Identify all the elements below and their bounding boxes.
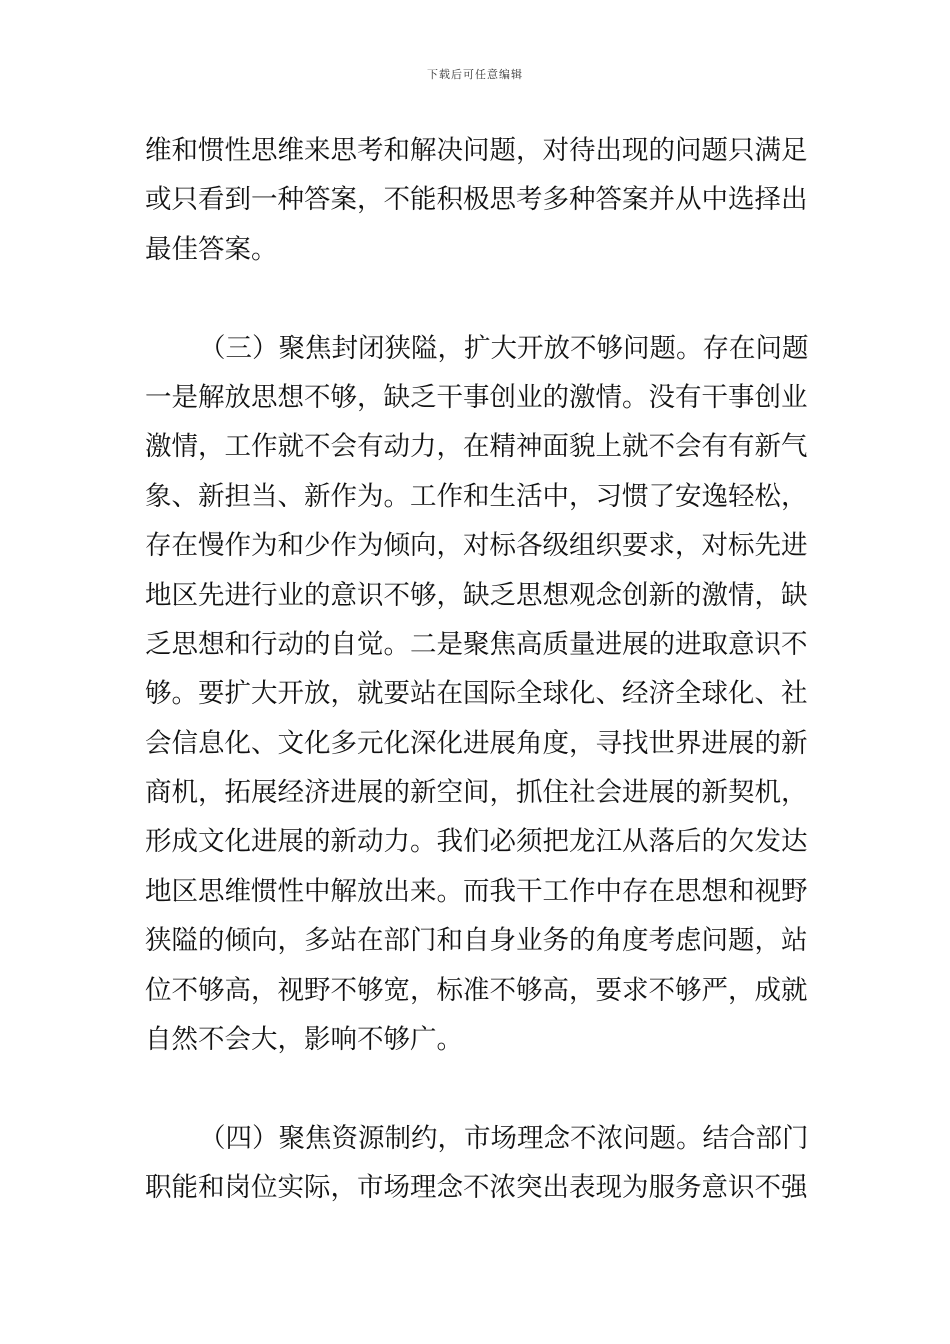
text-line: 够。要扩大开放，就要站在国际全球化、经济全球化、社 <box>145 678 808 710</box>
text-line: 职能和岗位实际，市场理念不浓突出表现为服务意识不强 <box>145 1172 808 1204</box>
text-line: 地区先进行业的意识不够，缺乏思想观念创新的激情，缺 <box>145 579 808 611</box>
paragraph-gap <box>145 1064 810 1113</box>
text-line: 维和惯性思维来思考和解决问题，对待出现的问题只满足 <box>145 135 808 166</box>
text-line: 一是解放思想不够，缺乏干事创业的激情。没有干事创业 <box>145 381 808 413</box>
text-line: 激情，工作就不会有动力，在精神面貌上就不会有有新气 <box>145 431 808 463</box>
text-line: 位不够高，视野不够宽，标准不够高，要求不够严，成就 <box>145 974 808 1006</box>
text-line: 最佳答案。 <box>145 233 278 265</box>
page-header: 下载后可任意编辑 <box>427 68 523 81</box>
text-line: 狭隘的倾向，多站在部门和自身业务的角度考虑问题，站 <box>145 925 808 957</box>
text-line: 自然不会大，影响不够广。 <box>145 1024 463 1056</box>
text-line: （四）聚焦资源制约，市场理念不浓问题。结合部门 <box>199 1122 809 1154</box>
text-line: 商机，拓展经济进展的新空间，抓住社会进展的新契机， <box>145 777 808 809</box>
paragraph-gap <box>145 274 810 323</box>
text-line: 存在慢作为和少作为倾向，对标各级组织要求，对标先进 <box>145 530 808 562</box>
document-body <box>145 126 810 1213</box>
text-line: 乏思想和行动的自觉。二是聚焦高质量进展的进取意识不 <box>145 628 808 660</box>
text-line: 地区思维惯性中解放出来。而我干工作中存在思想和视野 <box>145 875 808 907</box>
text-line: 会信息化、文化多元化深化进展角度，寻找世界进展的新 <box>145 727 808 759</box>
text-line: 象、新担当、新作为。工作和生活中，习惯了安逸轻松， <box>145 480 808 512</box>
text-line: （三）聚焦封闭狭隘，扩大开放不够问题。存在问题 <box>199 332 809 364</box>
text-line: 或只看到一种答案，不能积极思考多种答案并从中选择出 <box>145 184 808 216</box>
text-line: 形成文化进展的新动力。我们必须把龙江从落后的欠发达 <box>145 826 808 858</box>
